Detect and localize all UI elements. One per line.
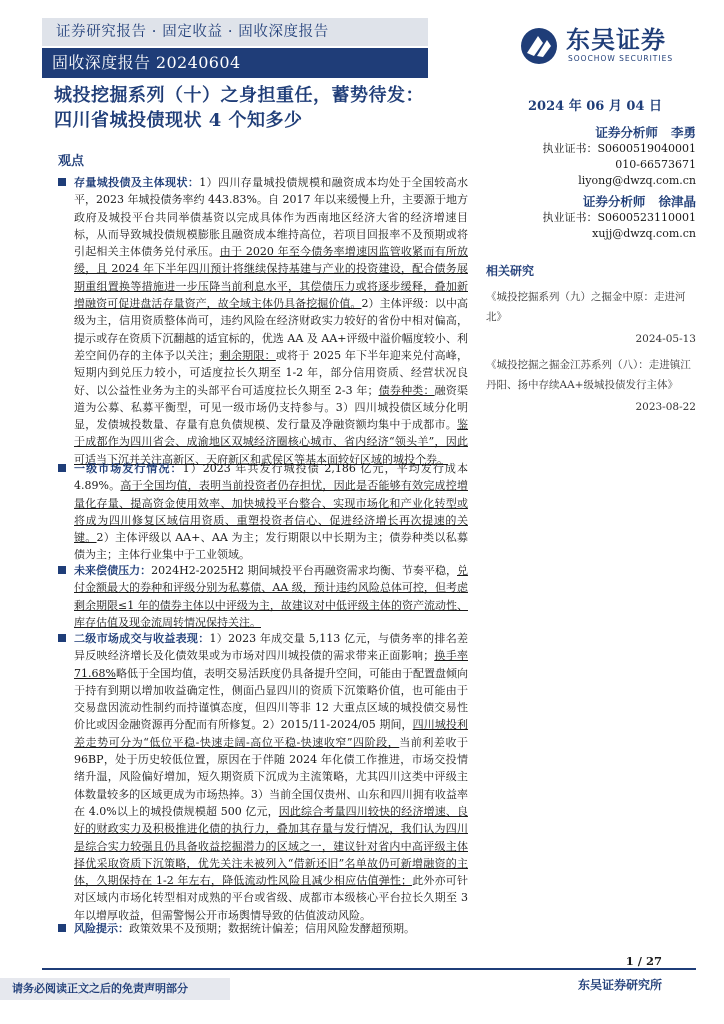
related-date-1: 2024-05-13: [635, 333, 696, 345]
highlight-text: 由于 2020 年至今债务率增速因监管收紧而有所放缓，且 2024 年下半年四川预计将继续保持基建与产业的投资建设，配合债务展期重组置换等措施进一步压降当前利息水平，其偿债压力或将逐步缓释，叠加新增融资可促进盘活存量资产，故全域主体仍具备挖掘价值。: [74, 245, 468, 311]
section-label: 观点: [58, 154, 85, 169]
text: 略低于全国均值，表明交易活跃度仍具备提升空间，可能由于配置盘倾向于持有到期以增加收益确定性，侧面凸显四川的资质下沉策略价值，也可能由于交易盘因流动性制约而持谨慎态度，但四川等非 12 大重点区域的城投债交易性价比或因金融资源再分配而有所修复。2）2015/11-2024/05 期间，: [74, 666, 468, 732]
text: 2024H2-2025H2 期间城投平台再融资需求均衡、节奏平稳，: [151, 564, 458, 577]
highlight-text: 鉴于成都作为四川省会、成渝地区双城经济圈核心城市、省内经济“领头羊”，因此可适当下沉并关注高新区、天府新区和武侯区等基本面较好区域的城投个券。: [74, 418, 468, 466]
paragraph-existing-debt: [56, 174, 468, 468]
breadcrumb: 证券研究报告 · 固定收益 · 固收深度报告: [42, 18, 428, 46]
text: 1）2023 年共发行城投债 2,186 亿元，平均发行成本 4.89%。: [74, 462, 468, 493]
highlight-text: 债券种类：: [378, 383, 435, 397]
logo-name-en: SOOCHOW SECURITIES: [568, 54, 674, 63]
text: 2）主体评级：以中高级为主，信用资质整体尚可，违约风险在经济财政实力较好的省份中相对偏高，提示或存在资质下沉翻越的适宜标的，优选 AA 及 AA+评级中溢价幅度较小、利差空间仍存的主体予以关注；: [74, 297, 468, 362]
report-title-line2: 四川省城投债现状 4 个知多少: [54, 110, 303, 131]
paragraph-risk: [56, 920, 468, 937]
logo-name-cn: 东吴证券: [566, 26, 666, 54]
header-banner: [42, 18, 428, 84]
report-title-line1: 城投挖掘系列（十）之身担重任，蓄势待发：: [54, 85, 424, 106]
bullet-icon: [58, 178, 66, 186]
bullet-icon: [58, 464, 66, 472]
analyst-name: 李勇: [670, 125, 696, 140]
related-research: [486, 262, 696, 423]
analyst-name: 徐津晶: [658, 194, 696, 209]
text: 或将于 2025 年下半年迎来兑付高峰，短期内到兑压力较小，可适度拉长久期至 1-2 年，部分信用资质、经营状况良好、以公益性业务为主的头部平台可适度拉长久期至 2-3 年；: [74, 348, 468, 397]
paragraph-heading: 存量城投债及主体现状：: [74, 176, 200, 189]
paragraph-body: [56, 920, 468, 937]
related-item-1[interactable]: 《城投挖掘系列（九）之掘金中原：走进河北》: [486, 291, 686, 323]
text: 2）主体评级以 AA+、AA 为主；发行期限以中长期为主；债券种类以私募债为主；主体行业集中于工业领域。: [74, 531, 468, 562]
bullet-icon: [58, 924, 66, 932]
paragraph-heading: 二级市场成交与收益表现：: [74, 632, 210, 645]
paragraph-heading: 风险提示：: [74, 922, 129, 935]
paragraph-body: [56, 460, 468, 564]
highlight-text: 兑付金额最大的券种和评级分别为私募债、AA 级，预计违约风险总体可控，但考虑剩余期限≤1 年的债券主体以中评级为主，故建议对中低评级主体的资产流动性、库存估值及现金流周转情况保持关注。: [74, 564, 469, 629]
page-number: 1 / 27: [625, 954, 662, 968]
analyst-email[interactable]: liyong@dwzq.com.cn: [578, 174, 696, 187]
analyst-phone: 010-66573671: [615, 158, 696, 171]
analyst-role: 证券分析师: [595, 125, 658, 140]
highlight-text: 高于全国均值，表明当前投资者仍存担忧，因此是否能够有效完成控增量化存量、提高资金使用效率、加快城投平台整合、实现市场化和产业化转型或将成为四川修复区域信用资质、重塑投资者信心、促进经济增长再次提速的关键。: [74, 479, 468, 545]
footer-divider: [42, 968, 696, 970]
related-date-2: 2023-08-22: [635, 401, 696, 413]
analyst-role: 证券分析师: [582, 194, 646, 209]
bullet-icon: [58, 634, 66, 642]
disclaimer-notice[interactable]: 请务必阅读正文之后的免责声明部分: [0, 978, 230, 1000]
brand-logo: [518, 26, 688, 66]
text: 此外亦可针对区域内市场化转型相对成熟的平台或省级、成都市本级核心平台拉长久期至 3 年以增厚收益，但需警惕公开市场舆情导致的估值波动风险。: [74, 874, 468, 922]
analyst-name-row: [516, 194, 696, 210]
paragraph-heading: 未来偿债压力：: [74, 564, 152, 577]
paragraph-body: [56, 174, 468, 468]
analyst-block-2: [516, 194, 696, 242]
text: 1）2023 年成交量 5,113 亿元，与债务率的排名差异反映经济增长及化债效果或为市场对四川城投债的需求带来正面影响；: [74, 632, 468, 663]
analyst-cert: 执业证书：S0600519040001: [542, 142, 696, 155]
analyst-email[interactable]: xujj@dwzq.com.cn: [592, 227, 696, 240]
analyst-cert: 执业证书：S0600523110001: [542, 211, 696, 224]
text: 当前利差收于 96BP，处于历史较低位置，原因在于伴随 2024 年化债工作推进，市场交投情绪升温，风险偏好增加，短久期资质下沉成为主流策略，尤其四川这类中评级主体数量较多的区域更成为市场热捧。3）当前全国仅贵州、山东和四川拥有收益率在 4.0%以上的城投债规模超 500 亿元，: [74, 735, 469, 818]
analyst-name-row: [516, 125, 696, 141]
report-tag: 固收深度报告 20240604: [42, 48, 428, 78]
highlight-text: 换手率 71.68%: [74, 649, 468, 680]
paragraph-heading: 一级市场发行情况：: [74, 462, 183, 475]
related-research-title: 相关研究: [486, 264, 535, 278]
paragraph-secondary-market: [56, 630, 468, 924]
footer-institute: 东吴证券研究所: [577, 978, 662, 992]
paragraph-body: [56, 630, 468, 924]
paragraph-repayment-pressure: [56, 562, 468, 631]
highlight-text: 因此综合考量四川较快的经济增速、良好的财政实力及积极推进化债的执行力，叠加其存量与发行情况，我们认为四川是综合实力较强且仍具备收益挖掘潜力的区域之一，建议针对省内中高评级主体择优采取资质下沉策略，优先关注未被列入“借新还旧”名单故仍可新增融资的主体，久期保持在 1-2 年左右，降低流动性风险且减少相应估值弹性；: [74, 804, 468, 888]
text: 融资渠道为公募、私募平衡型，可见一级市场仍支持参与。3）四川城投债区域分化明显，发债城投数量、存量有息负债规模、发行量及净融资额均集中于成都市。: [74, 383, 468, 432]
paragraph-body: [56, 562, 468, 631]
highlight-text: 剩余期限：: [219, 348, 276, 362]
report-date: 2024 年 06 月 04 日: [528, 99, 662, 114]
highlight-text: 四川城投利差走势可分为“低位平稳-快速走阔-高位平稳-快速收窄”四阶段，: [74, 718, 469, 749]
text: 政策效果不及预期；数据统计偏差；信用风险发酵超预期。: [129, 922, 415, 935]
paragraph-primary-market: [56, 460, 468, 564]
bullet-icon: [58, 566, 66, 574]
text: 1）四川存量城投债规模和融资成本均处于全国较高水平，2023 年城投债务率约 443.83%。自 2017 年以来缓慢上升，主要源于地方政府及城投平台共同举债基资以完成具体作为西南地区经济大省的经济增速目标，从而导致城投债规模膨胀且融资成本维持高位，若项目回报率不及预期或将引起相关主体债务兑付承压。: [74, 176, 469, 259]
analyst-block-1: [516, 125, 696, 189]
related-item-2[interactable]: 《城投挖掘之掘金江苏系列（八）：走进镇江丹阳、扬中存续AA+级城投债发行主体》: [486, 359, 691, 391]
soochow-logo-icon: [518, 26, 560, 66]
